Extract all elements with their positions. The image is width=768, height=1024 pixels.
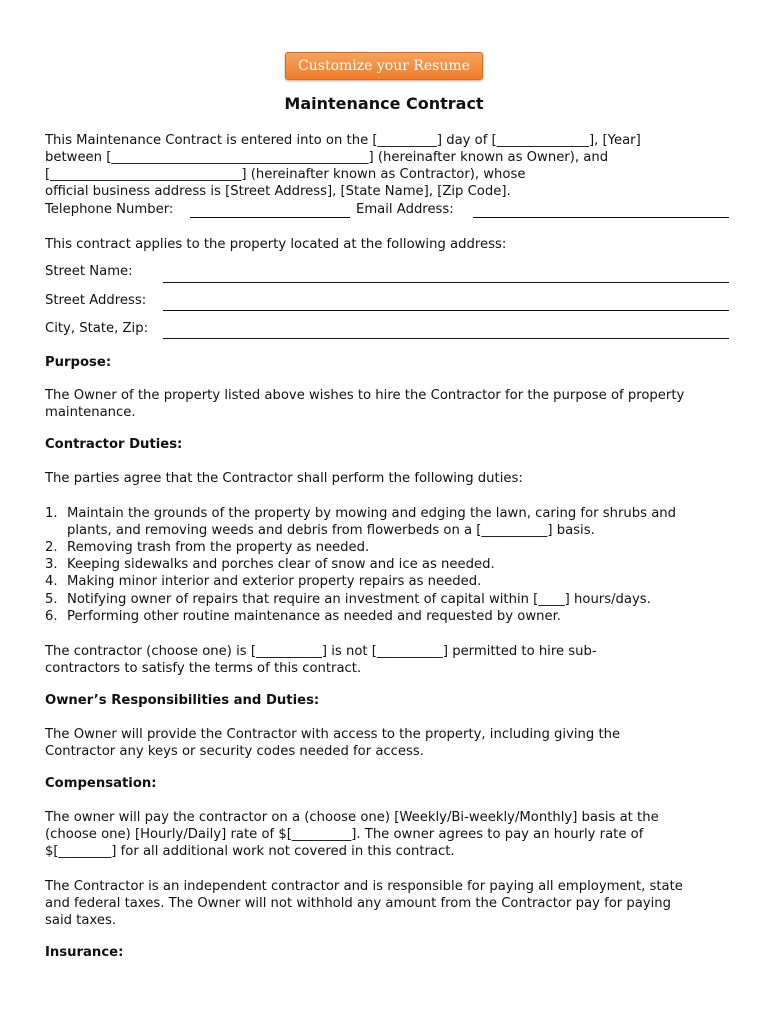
telephone-label: Telephone Number: <box>45 202 174 217</box>
list-number: 4. <box>45 574 58 589</box>
street-name-field[interactable] <box>163 282 729 283</box>
list-number: 5. <box>45 592 58 607</box>
duty-text: Maintain the grounds of the property by mowing and edging the lawn, caring for shrubs and <box>67 506 677 521</box>
subcontractor-line-2: contractors to satisfy the terms of this contract. <box>45 661 362 676</box>
compensation-heading: Compensation: <box>45 776 157 791</box>
compensation-p1-line-1: The owner will pay the contractor on a (choose one) [Weekly/Bi-weekly/Monthly] basis at the <box>45 810 659 825</box>
duty-text: Performing other routine maintenance as needed and requested by owner. <box>67 609 561 624</box>
city-state-zip-label: City, State, Zip: <box>45 321 149 336</box>
duty-text: Keeping sidewalks and porches clear of snow and ice as needed. <box>67 557 495 572</box>
property-intro: This contract applies to the property located at the following address: <box>45 237 507 252</box>
purpose-line-1: The Owner of the property listed above wishes to hire the Contractor for the purpose of property <box>45 388 685 403</box>
contractor-duties-heading: Contractor Duties: <box>45 437 183 452</box>
intro-line-2: between [_______________________________________] (hereinafter known as Owner), and <box>45 150 609 165</box>
subcontractor-line-1: The contractor (choose one) is [__________] is not [__________] permitted to hire sub- <box>45 644 597 659</box>
telephone-field[interactable] <box>190 217 350 218</box>
list-number: 3. <box>45 557 58 572</box>
purpose-heading: Purpose: <box>45 355 112 370</box>
duty-text: Removing trash from the property as needed. <box>67 540 370 555</box>
street-address-field[interactable] <box>163 310 729 311</box>
duty-item-1 <box>45 505 735 541</box>
duty-item-2 <box>45 539 735 557</box>
duty-item-3 <box>45 556 735 574</box>
compensation-p2-line-3: said taxes. <box>45 913 117 928</box>
duty-item-5 <box>45 591 735 609</box>
list-number: 6. <box>45 609 58 624</box>
city-state-zip-field[interactable] <box>163 338 729 339</box>
purpose-line-2: maintenance. <box>45 405 136 420</box>
street-name-label: Street Name: <box>45 264 133 279</box>
street-address-label: Street Address: <box>45 293 147 308</box>
owner-line-2: Contractor any keys or security codes needed for access. <box>45 744 424 759</box>
cta-wrap <box>0 52 768 80</box>
list-number: 1. <box>45 506 58 521</box>
compensation-p2-line-1: The Contractor is an independent contractor and is responsible for paying all employment, state <box>45 879 683 894</box>
compensation-p2-line-2: and federal taxes. The Owner will not withhold any amount from the Contractor pay for paying <box>45 896 672 911</box>
intro-line-3: [_____________________________] (hereinafter known as Contractor), whose <box>45 167 526 182</box>
duty-item-4 <box>45 573 735 591</box>
email-field[interactable] <box>473 217 729 218</box>
list-number: 2. <box>45 540 58 555</box>
email-label: Email Address: <box>356 202 454 217</box>
duty-text: Notifying owner of repairs that require an investment of capital within [____] hours/days. <box>67 592 651 607</box>
duty-text-cont: plants, and removing weeds and debris from flowerbeds on a [__________] basis. <box>67 523 595 538</box>
intro-line-4: official business address is [Street Address], [State Name], [Zip Code]. <box>45 184 511 199</box>
owner-responsibilities-heading: Owner’s Responsibilities and Duties: <box>45 693 320 708</box>
document-title: Maintenance Contract <box>284 94 484 113</box>
owner-line-1: The Owner will provide the Contractor with access to the property, including giving the <box>45 727 621 742</box>
duty-item-6 <box>45 608 735 626</box>
duties-intro: The parties agree that the Contractor shall perform the following duties: <box>45 471 523 486</box>
insurance-heading: Insurance: <box>45 945 124 960</box>
customize-resume-button[interactable]: Customize your Resume <box>285 52 483 80</box>
compensation-p1-line-2: (choose one) [Hourly/Daily] rate of $[_________]. The owner agrees to pay an hourly rate of <box>45 827 644 842</box>
duty-text: Making minor interior and exterior property repairs as needed. <box>67 574 482 589</box>
compensation-p1-line-3: $[________] for all additional work not covered in this contract. <box>45 844 455 859</box>
intro-line-1: This Maintenance Contract is entered into on the [_________] day of [______________], [Year] <box>45 133 641 148</box>
